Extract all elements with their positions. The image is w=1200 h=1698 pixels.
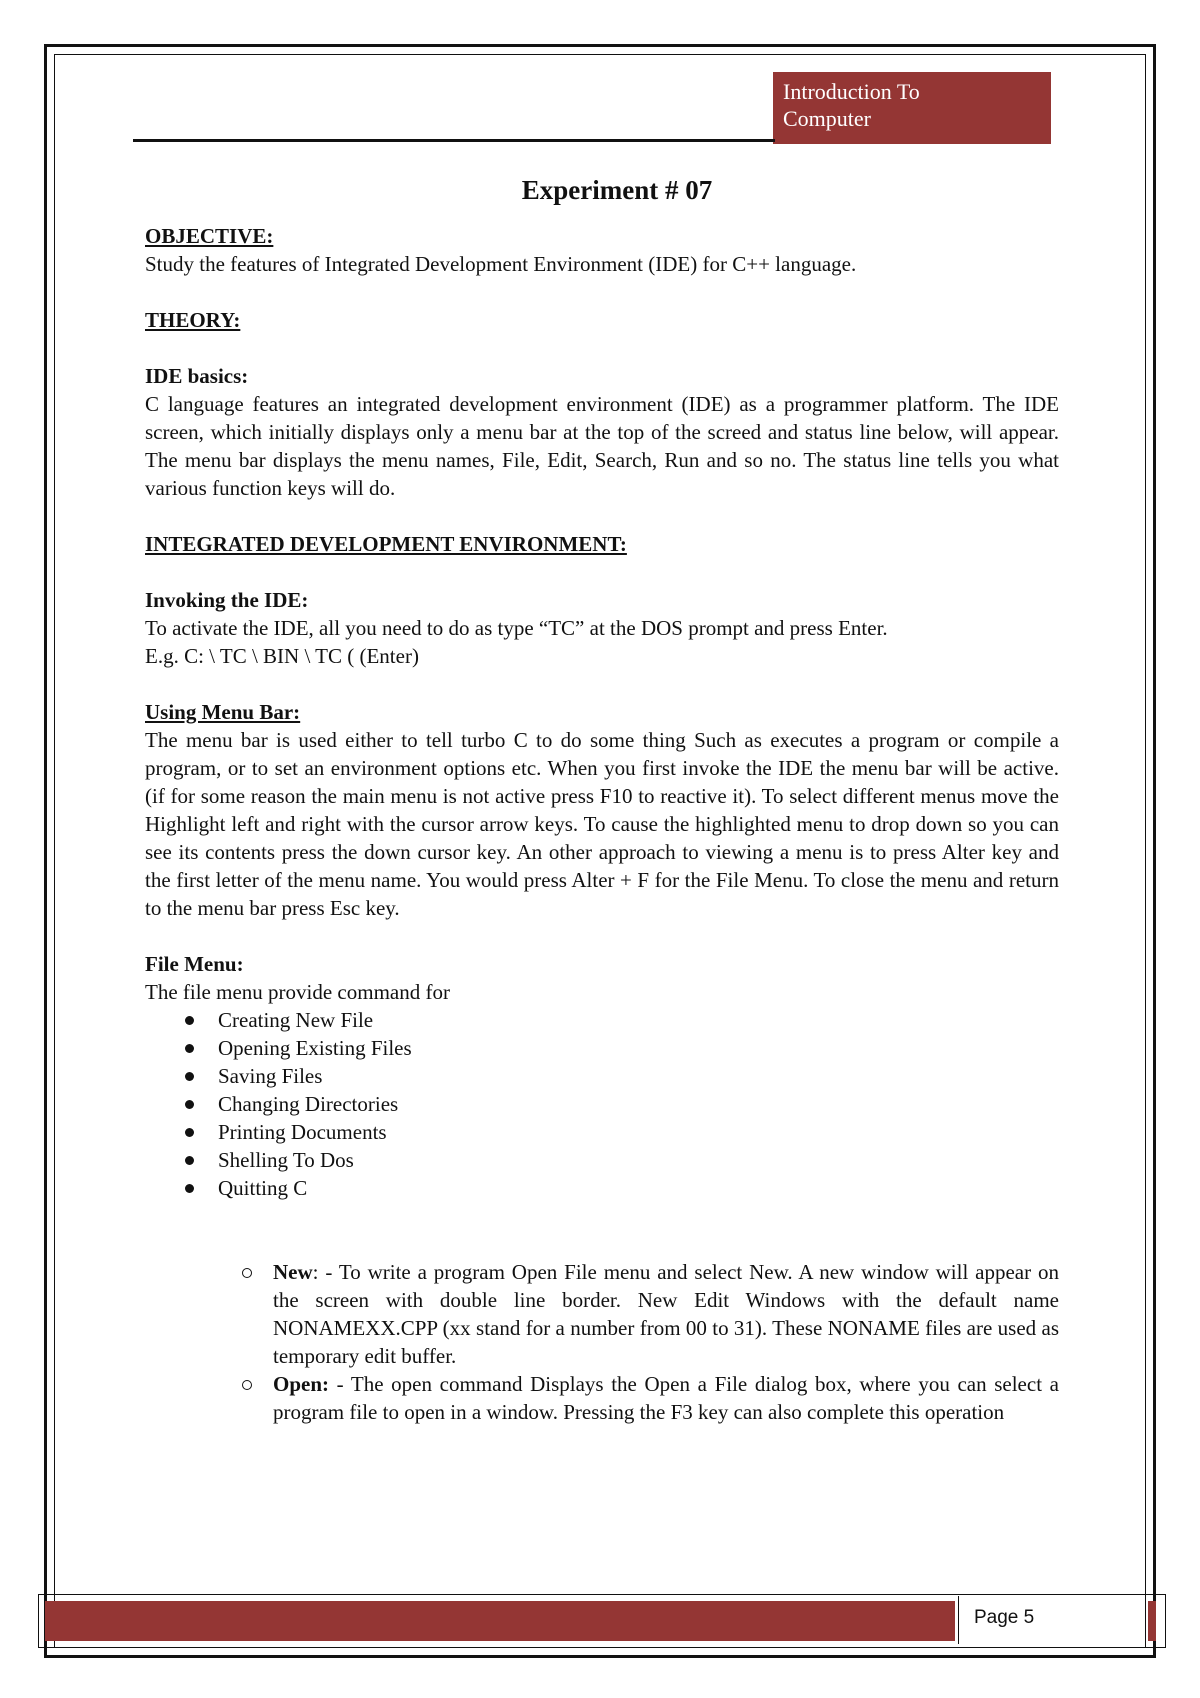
list-item: Creating New File <box>145 1006 1059 1034</box>
ide-heading: INTEGRATED DEVELOPMENT ENVIRONMENT: <box>145 532 627 556</box>
header-line-1: Introduction To <box>783 79 920 104</box>
command-term: New <box>273 1260 313 1284</box>
command-list <box>145 1258 1059 1426</box>
invoking-heading: Invoking the IDE: <box>145 588 309 612</box>
objective-heading: OBJECTIVE: <box>145 224 274 248</box>
menu-bar-text: The menu bar is used either to tell turbo C to do some thing Such as executes a program or compile a program, or to set an environment options etc. When you first invoke the IDE the menu bar will be active. (if for some reason the main menu is not active press F10 to reactive it). To select different menus move the Highlight left and right with the cursor arrow keys. To cause the highlighted menu to drop down so you can see its contents press the down cursor key. An other approach to viewing a menu is to press Alter key and the first letter of the menu name. You would press Alter + F for the File Menu. To close the menu and return to the menu bar press Esc key. <box>145 728 1059 920</box>
invoking-line-2: E.g. C: \ TC \ BIN \ TC ( (Enter) <box>145 644 419 668</box>
page-title: Experiment # 07 <box>521 175 713 205</box>
file-menu-heading: File Menu: <box>145 952 244 976</box>
file-menu-intro: The file menu provide command for <box>145 980 450 1004</box>
header-line-2: Computer <box>783 106 871 131</box>
objective-text: Study the features of Integrated Development Environment (IDE) for C++ language. <box>145 252 857 276</box>
list-item: Changing Directories <box>145 1090 1059 1118</box>
command-item-new <box>145 1258 1059 1370</box>
list-item: Opening Existing Files <box>145 1034 1059 1062</box>
ide-basics-heading: IDE basics: <box>145 364 249 388</box>
list-item: Printing Documents <box>145 1118 1059 1146</box>
list-item: Saving Files <box>145 1062 1059 1090</box>
list-item: Shelling To Dos <box>145 1146 1059 1174</box>
command-text: - The open command Displays the Open a File dialog box, where you can select a program file to open in a window. Pressing the F3 key can also complete this operation <box>273 1372 1059 1424</box>
header-badge <box>773 72 1051 144</box>
ide-basics-text: C language features an integrated development environment (IDE) as a programmer platform. The IDE screen, which initially displays only a menu bar at the top of the screed and status line below, will appear. The menu bar displays the menu names, File, Edit, Search, Run and so no. The status line tells you what various function keys will do. <box>145 392 1059 500</box>
command-item-open <box>145 1370 1059 1426</box>
command-term: Open: <box>273 1372 330 1396</box>
page-number: Page 5 <box>974 1607 1035 1628</box>
header-rule <box>133 139 775 142</box>
document-body <box>145 170 1059 1426</box>
invoking-line-1: To activate the IDE, all you need to do as type “TC” at the DOS prompt and press Enter. <box>145 616 888 640</box>
list-item: Quitting C <box>145 1174 1059 1202</box>
command-text: : - To write a program Open File menu and select New. A new window will appear on the screen with double line border. New Edit Windows with the default name NONAMEXX.CPP (xx stand for a number from 00 to 31). These NONAME files are used as temporary edit buffer. <box>273 1260 1059 1368</box>
theory-heading: THEORY: <box>145 308 241 332</box>
footer-divider <box>958 1596 959 1644</box>
file-menu-list <box>145 1006 1059 1202</box>
menu-bar-heading: Using Menu Bar: <box>145 700 301 724</box>
